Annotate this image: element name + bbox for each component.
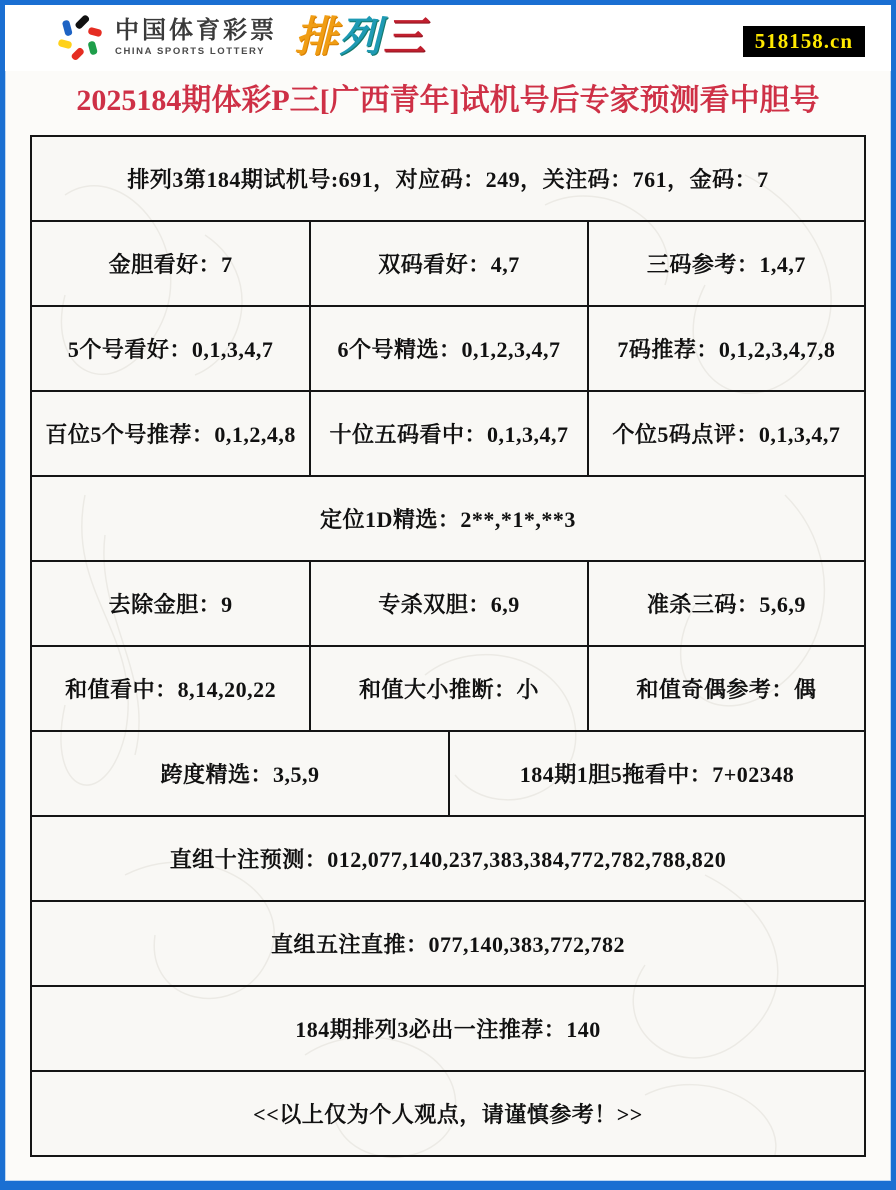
product-logo-pailiesan [295,17,427,59]
product-glyph-lie: 列 [339,15,384,61]
table-row-dan-picks [32,220,864,305]
span-pick-cell: 跨度精选：3,5,9 [160,762,320,787]
ten-group-prediction-cell: 直组十注预测：012,077,140,237,383,384,772,782,788,820 [169,847,727,872]
sum-value-cell: 和值看中：8,14,20,22 [65,677,277,702]
disclaimer-cell: <<以上仅为个人观点，请谨慎参考！>> [253,1102,643,1127]
product-glyph-pai: 排 [295,15,340,61]
hundreds-position-cell: 百位5个号推荐：0,1,2,4,8 [45,422,296,447]
table-row-position-picks [32,390,864,475]
table-row-span-and-drag [32,730,864,815]
header [5,5,891,71]
sum-parity-cell: 和值奇偶参考：偶 [587,647,864,730]
table-row-1d-pick [32,475,864,560]
table-row-ten-predictions [32,815,864,900]
six-number-cell: 6个号精选：0,1,2,3,4,7 [309,307,586,390]
dan-drag-cell: 184期1胆5拖看中：7+02348 [448,732,864,815]
page-title: 2025184期体彩P三[广西青年]试机号后专家预测看中胆号 [76,84,820,117]
site-url-badge: 518158.cn [743,26,865,57]
three-code-cell: 三码参考：1,4,7 [587,222,864,305]
test-number-cell: 排列3第184期试机号:691，对应码：249，关注码：761，金码：7 [127,167,769,192]
five-number-cell: 5个号看好：0,1,3,4,7 [67,337,274,362]
table-row-must-out [32,985,864,1070]
tens-position-cell: 十位五码看中：0,1,3,4,7 [309,392,586,475]
kill-three-code-cell: 准杀三码：5,6,9 [587,562,864,645]
lottery-pinwheel-icon [55,13,105,63]
table-row-disclaimer [32,1070,864,1155]
gold-dan-cell: 金胆看好：7 [108,252,233,277]
table-row-five-direct [32,900,864,985]
must-out-recommendation-cell: 184期排列3必出一注推荐：140 [295,1017,601,1042]
brand-name-english: CHINA SPORTS LOTTERY [115,46,266,58]
sum-size-cell: 和值大小推断：小 [309,647,586,730]
position-1d-cell: 定位1D精选：2**,*1*,**3 [320,507,576,532]
product-glyph-san: 三 [383,15,428,61]
prediction-table [30,135,866,1157]
brand-name-chinese: 中国体育彩票 [115,18,277,45]
seven-code-cell: 7码推荐：0,1,2,3,4,7,8 [587,307,864,390]
kill-double-dan-cell: 专杀双胆：6,9 [309,562,586,645]
units-position-cell: 个位5码点评：0,1,3,4,7 [587,392,864,475]
brand-text [115,19,277,57]
table-row-sum-value [32,645,864,730]
china-sports-lottery-logo [55,13,427,63]
remove-gold-dan-cell: 去除金胆：9 [108,592,233,617]
table-row-test-number [32,137,864,220]
five-direct-cell: 直组五注直推：077,140,383,772,782 [270,932,625,957]
table-row-kill-numbers [32,560,864,645]
table-row-number-picks [32,305,864,390]
double-code-cell: 双码看好：4,7 [309,222,586,305]
